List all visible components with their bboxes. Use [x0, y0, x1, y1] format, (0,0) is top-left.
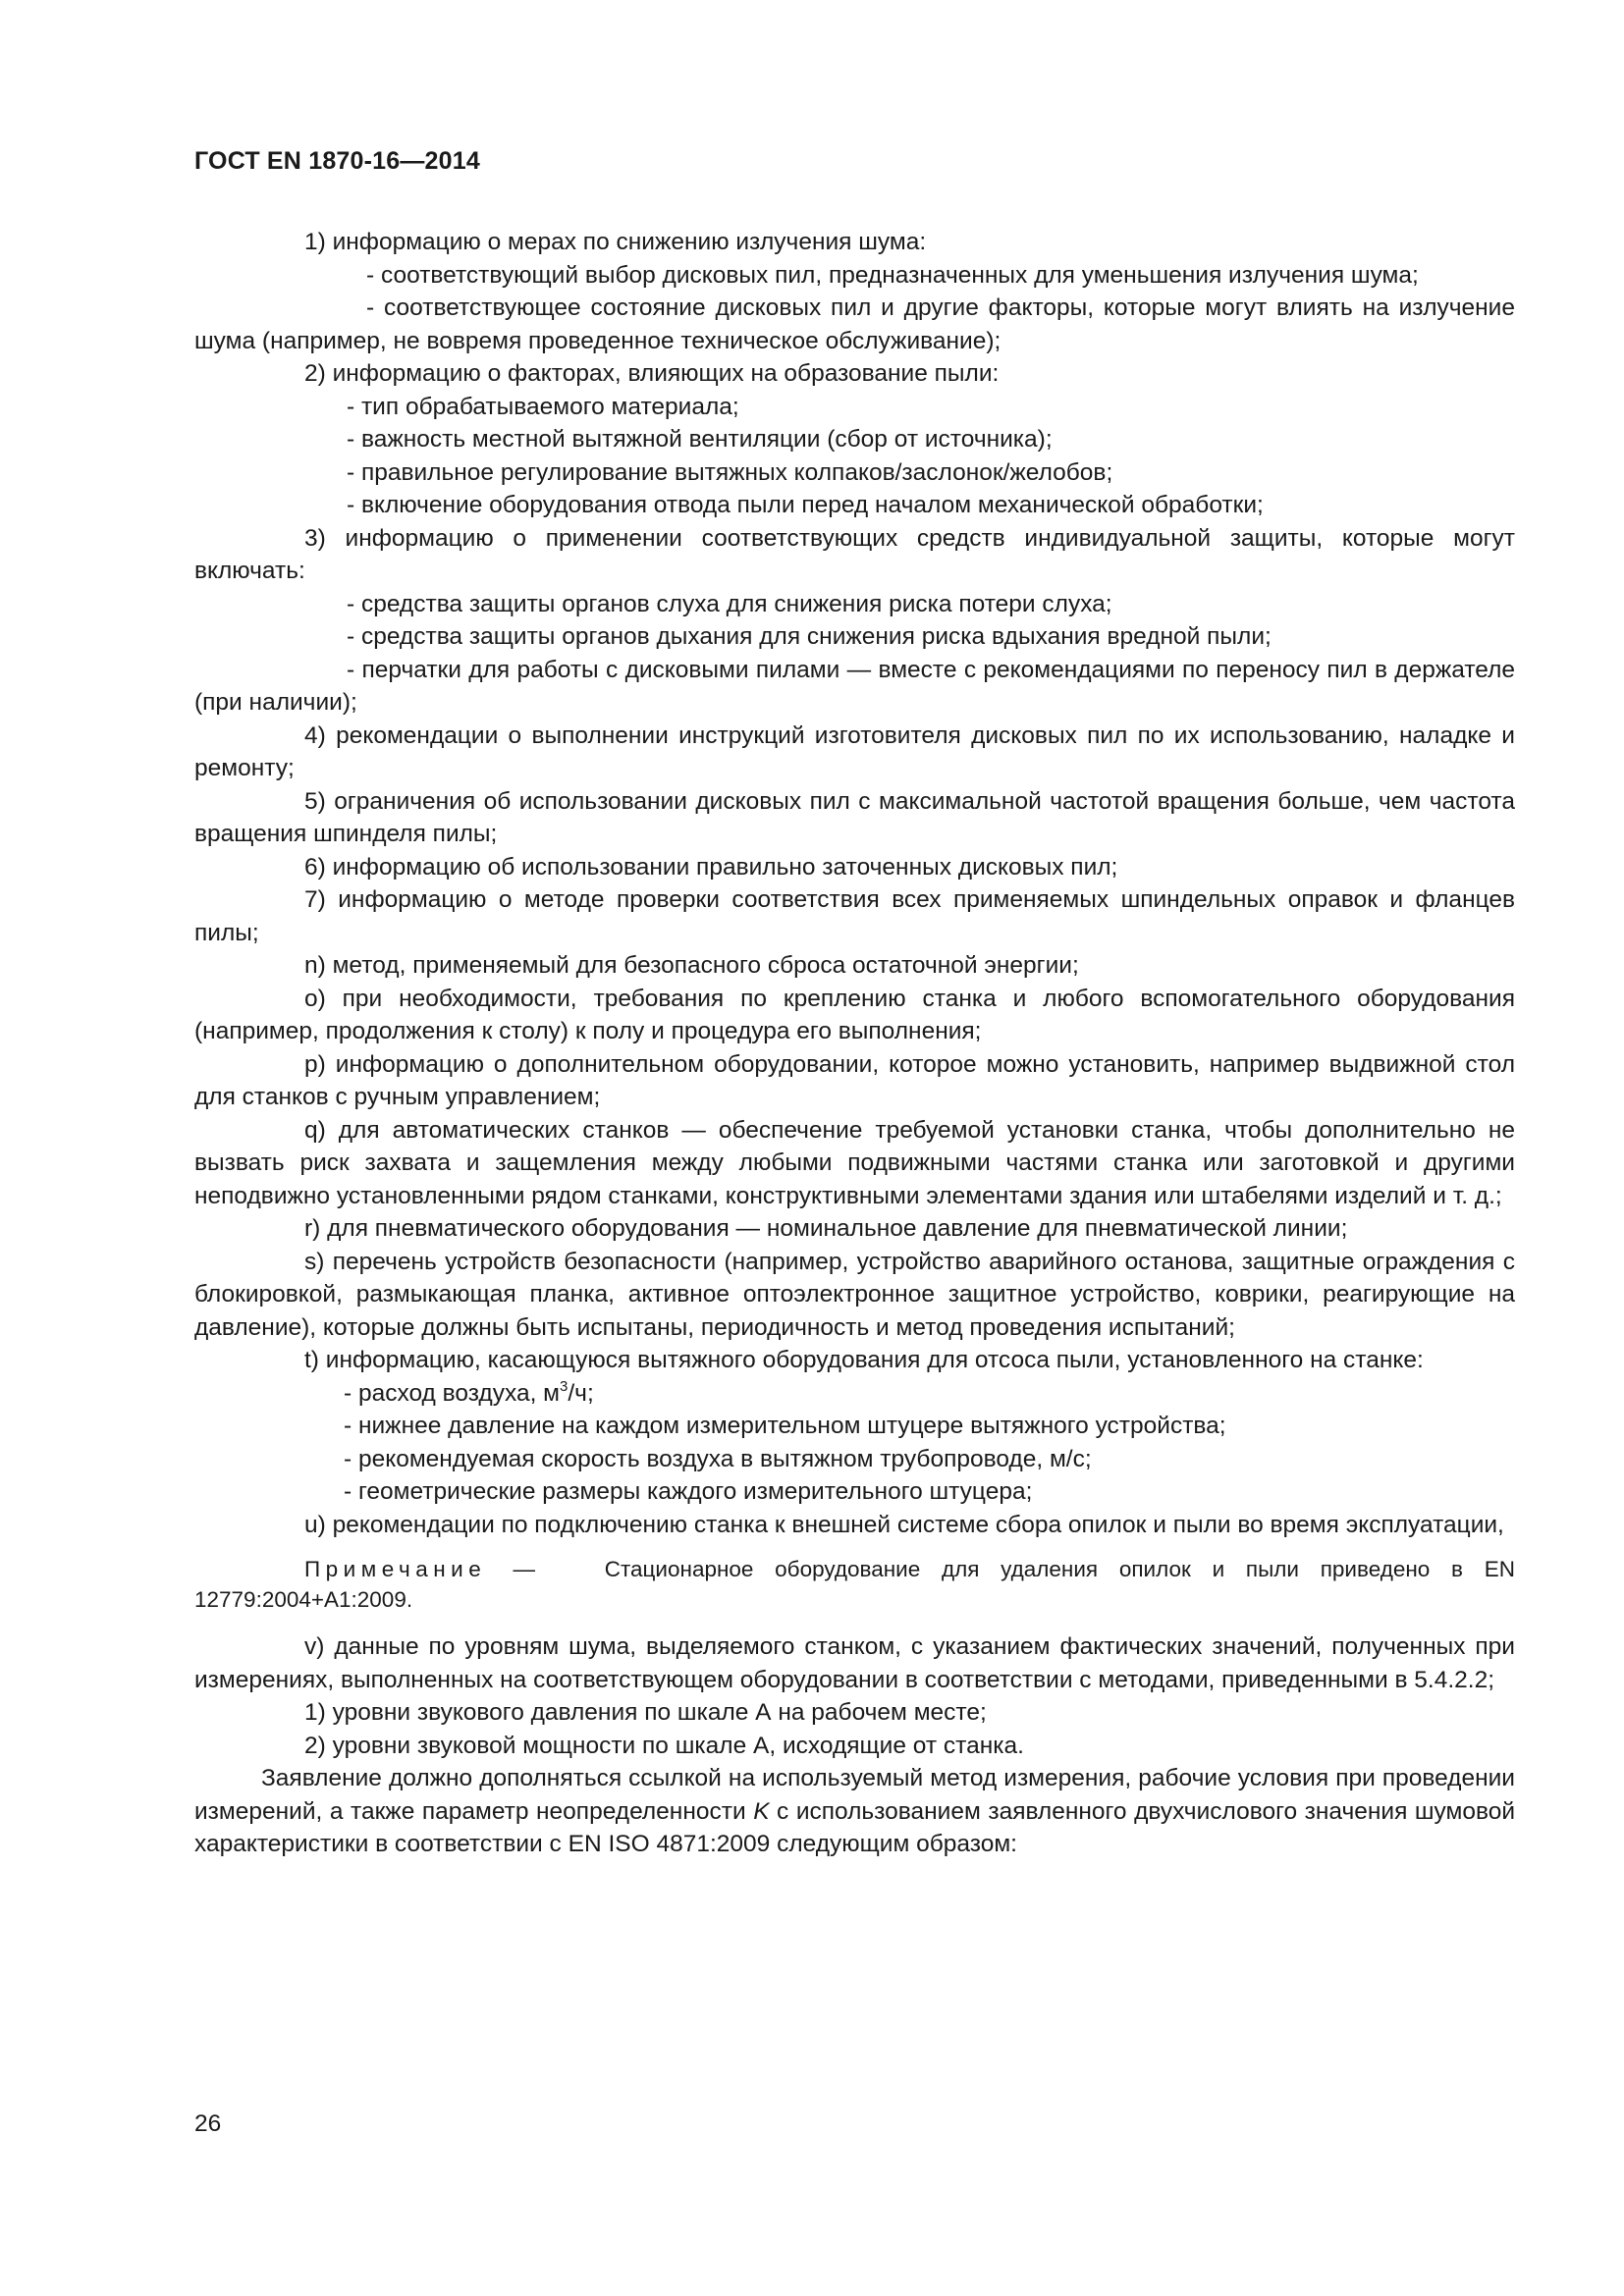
- list-item: - включение оборудования отвода пыли перед началом механической обработки;: [347, 492, 1264, 518]
- list-item: 7) информацию о методе проверки соответствия всех применяемых шпиндельных оправок и фланцев пилы;: [194, 886, 1515, 946]
- document-header: ГОСТ EN 1870-16—2014: [194, 147, 480, 175]
- list-item-airflow: [194, 1377, 1515, 1411]
- list-item: - перчатки для работы с дисковыми пилами — вместе с рекомендациями по переносу пил в держателе (при наличии);: [194, 656, 1515, 716]
- list-item: 1) информацию о мерах по снижению излучения шума:: [304, 229, 927, 255]
- list-item: - средства защиты органов слуха для снижения риска потери слуха;: [347, 590, 1112, 617]
- list-item: - тип обрабатываемого материала;: [347, 393, 739, 420]
- list-item: t) информацию, касающуюся вытяжного оборудования для отсоса пыли, установленного на станке:: [304, 1347, 1424, 1373]
- list-item: 1) уровни звукового давления по шкале А на рабочем месте;: [304, 1699, 987, 1726]
- list-item: u) рекомендации по подключению станка к внешней системе сбора опилок и пыли во время эксплуатации,: [304, 1511, 1504, 1538]
- note-label: Примечание —: [304, 1557, 541, 1581]
- note-block: [194, 1554, 1515, 1615]
- page-body: [194, 226, 1515, 1861]
- list-item: r) для пневматического оборудования — номинальное давление для пневматической линии;: [304, 1215, 1348, 1242]
- uncertainty-symbol: K: [753, 1797, 770, 1825]
- list-item: 6) информацию об использовании правильно заточенных дисковых пил;: [304, 853, 1118, 881]
- statement-before: Заявление должно дополняться ссылкой на используемый метод измерения, рабочие условия при проведении измерений, а также параметр неопределенности: [194, 1765, 1515, 1825]
- statement-after: с использованием заявленного двухчислового значения шумовой характеристики в соответствии с EN ISO 4871:2009 следующим образом:: [194, 1797, 1516, 1857]
- statement-paragraph: [194, 1762, 1515, 1861]
- airflow-suffix: /ч;: [568, 1379, 594, 1407]
- list-item: s) перечень устройств безопасности (например, устройство аварийного останова, защитные ограждения с блокировкой, размыкающая планка, активное оптоэлектронное защитное устройство, коврики, реагирующие на давление), которые должны быть испытаны, периодичность и метод проведения испытаний;: [194, 1248, 1515, 1341]
- list-item: 3) информацию о применении соответствующих средств индивидуальной защиты, которые могут включать:: [194, 524, 1515, 584]
- list-item: - правильное регулирование вытяжных колпаков/заслонок/желобов;: [347, 458, 1113, 486]
- list-item: р) информацию о дополнительном оборудовании, которое можно установить, например выдвижной стол для станков с ручным управлением;: [194, 1050, 1515, 1110]
- list-item: 2) уровни звуковой мощности по шкале А, исходящие от станка.: [304, 1732, 1024, 1759]
- list-item: q) для автоматических станков — обеспечение требуемой установки станка, чтобы дополнительно не вызвать риск захвата и защемления между любыми подвижными частями станка или заготовкой и другими неподвижно установленными рядом станками, конструктивными элементами здания или штабелями изделий и т. д.;: [194, 1116, 1515, 1209]
- list-item: - рекомендуемая скорость воздуха в вытяжном трубопроводе, м/с;: [344, 1445, 1092, 1472]
- list-item: - геометрические размеры каждого измерительного штуцера;: [344, 1478, 1033, 1505]
- list-item: 2) информацию о факторах, влияющих на образование пыли:: [304, 360, 1000, 387]
- list-item: - средства защиты органов дыхания для снижения риска вдыхания вредной пыли;: [347, 623, 1272, 650]
- list-item: 5) ограничения об использовании дисковых пил с максимальной частотой вращения больше, чем частота вращения шпинделя пилы;: [194, 787, 1515, 847]
- list-item: о) при необходимости, требования по креплению станка и любого вспомогательного оборудования (например, продолжения к столу) к полу и процедура его выполнения;: [194, 985, 1515, 1044]
- note-text: Стационарное оборудование для удаления опилок и пыли приведено в EN 12779:2004+A1:2009.: [194, 1557, 1515, 1612]
- list-item: - соответствующее состояние дисковых пил и другие факторы, которые могут влиять на излучение шума (например, не вовремя проведенное техническое обслуживание);: [194, 294, 1515, 354]
- list-item: - важность местной вытяжной вентиляции (сбор от источника);: [347, 426, 1053, 453]
- list-item: v) данные по уровням шума, выделяемого станком, с указанием фактических значений, полученных при измерениях, выполненных на соответствующем оборудовании в соответствии с методами, приведенными в 5.4.2.2;: [194, 1633, 1515, 1693]
- page-number: 26: [194, 2110, 222, 2137]
- list-item: - нижнее давление на каждом измерительном штуцере вытяжного устройства;: [344, 1413, 1226, 1439]
- airflow-superscript: 3: [560, 1377, 568, 1395]
- list-item: n) метод, применяемый для безопасного сброса остаточной энергии;: [304, 952, 1079, 979]
- list-item: - соответствующий выбор дисковых пил, предназначенных для уменьшения излучения шума;: [366, 261, 1419, 289]
- airflow-prefix: - расход воздуха, м: [344, 1379, 561, 1407]
- list-item: 4) рекомендации о выполнении инструкций изготовителя дисковых пил по их использованию, наладке и ремонту;: [194, 721, 1515, 781]
